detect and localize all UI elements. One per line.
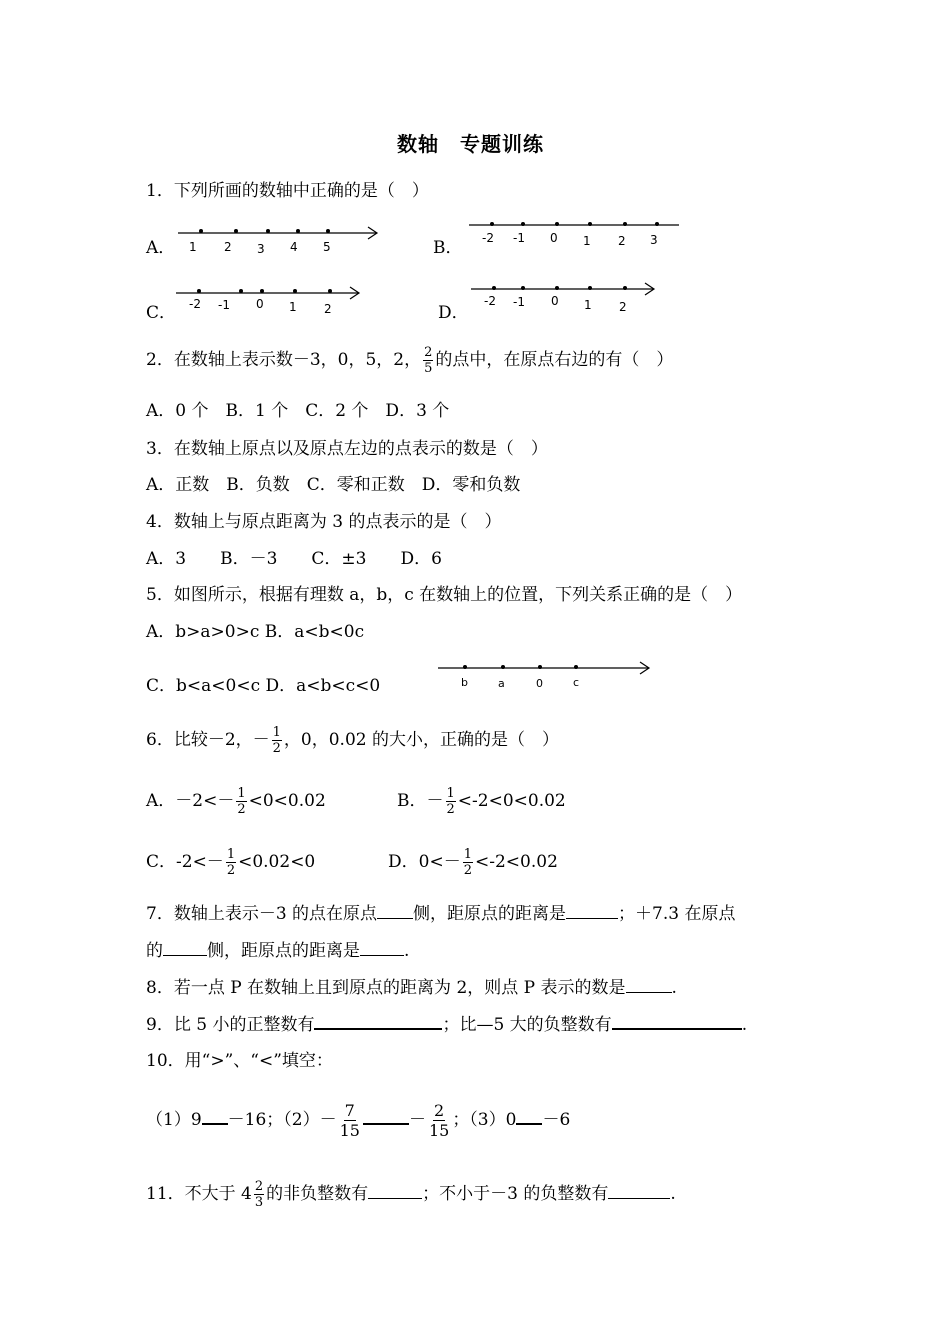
q11-text: 的非负整数有 [266, 1184, 369, 1204]
q10-blank-3[interactable] [516, 1108, 542, 1125]
q10-text: （1）9 [146, 1110, 202, 1130]
q1-option-d-number-line [465, 278, 665, 318]
axis-point [199, 229, 203, 233]
q6-stem-post: ，0，0.02 的大小，正确的是（ ） [283, 730, 559, 750]
option-text: D．0<－ [388, 852, 461, 872]
fraction-denominator: 5 [424, 361, 433, 376]
q1-option-b-number-line [465, 214, 685, 254]
q10-fraction-1 [339, 1101, 361, 1140]
q1-option-c-letter: C． [146, 303, 177, 323]
axis-point [538, 665, 542, 669]
q2-stem-post: 的点中，在原点右边的有（ ） [435, 350, 674, 370]
fraction-denominator: 2 [463, 863, 472, 878]
q6-option-a [146, 781, 326, 821]
axis-label: 2 [324, 302, 332, 316]
q6-option-d [388, 842, 558, 882]
q8 [146, 977, 677, 999]
q6-option-c [146, 842, 315, 882]
q1-option-a-number-line [170, 220, 390, 260]
fraction-denominator: 2 [237, 802, 246, 817]
q7-text: 侧，距原点的距离是 [207, 941, 360, 961]
fraction-half [463, 847, 473, 878]
q2-options: A．0 个 B．1 个 C．2 个 D．3 个 [146, 401, 450, 421]
axis-point [588, 222, 592, 226]
fraction-numerator: 2 [424, 345, 433, 360]
q4-stem: 4．数轴上与原点距离为 3 的点表示的是（ ） [146, 512, 502, 532]
axis-point [521, 222, 525, 226]
fraction-denominator: 2 [272, 741, 281, 756]
q5-options-ab: A．b>a>0>c B．a<b<0c [146, 622, 365, 642]
option-text: A．－2<－ [146, 791, 235, 811]
axis-point [266, 229, 270, 233]
axis-label: -1 [513, 231, 525, 245]
fraction-half [446, 786, 456, 817]
q2-stem-pre: 2．在数轴上表示数－3，0，5，2， [146, 350, 422, 370]
q8-blank[interactable] [626, 977, 672, 993]
axis-point [623, 286, 627, 290]
q3-options: A．正数 B．负数 C．零和正数 D．零和负数 [146, 475, 521, 495]
q7-blank-1[interactable] [377, 903, 413, 919]
axis-label: 1 [189, 240, 197, 254]
axis-point [555, 286, 559, 290]
q11-fraction [254, 1179, 264, 1210]
q9 [146, 1013, 747, 1036]
q9-text: . [741, 1015, 748, 1035]
option-text: <-2<0<0.02 [457, 791, 566, 811]
q10-text: ；（3）0 [452, 1110, 517, 1130]
fraction-denominator: 15 [339, 1121, 360, 1140]
q7-text: 侧，距原点的距离是 [413, 904, 567, 924]
axis-label: 0 [551, 294, 559, 308]
q7-text: ；＋7.3 在原点 [618, 904, 736, 924]
q1-option-c-number-line [170, 280, 370, 320]
axis-point [521, 286, 525, 290]
q7-text: . [404, 941, 410, 961]
q10-text: － [408, 1110, 426, 1130]
q6-stem [146, 720, 559, 760]
fraction-half [226, 847, 236, 878]
fraction-denominator: 2 [446, 802, 455, 817]
q6-fraction [272, 725, 282, 756]
q7-line-1 [146, 903, 736, 925]
q10-text: －16；（2）－ [227, 1110, 337, 1130]
axis-label: c [573, 676, 580, 689]
q5-stem: 5．如图所示，根据有理数 a，b，c 在数轴上的位置，下列关系正确的是（ ） [146, 585, 743, 605]
axis-point [239, 289, 243, 293]
q8-text: 8．若一点 P 在数轴上且到原点的距离为 2，则点 P 表示的数是 [146, 978, 626, 998]
q11-blank-1[interactable] [368, 1183, 422, 1199]
axis-point [490, 222, 494, 226]
axis-point [588, 286, 592, 290]
fraction-numerator: 1 [272, 725, 281, 740]
q8-text: . [671, 978, 677, 998]
q11-text: 11．不大于 4 [146, 1184, 252, 1204]
axis-point [501, 665, 505, 669]
axis-label: 1 [583, 234, 591, 248]
axis-label: 1 [584, 298, 592, 312]
q7-blank-2[interactable] [566, 903, 618, 919]
fraction-denominator: 3 [254, 1195, 264, 1210]
q7-line-2 [146, 940, 409, 962]
fraction-numerator: 1 [226, 847, 236, 862]
axis-label: -2 [484, 294, 496, 308]
q2-fraction [423, 345, 433, 376]
q3-stem: 3．在数轴上原点以及原点左边的点表示的数是（ ） [146, 439, 548, 459]
q1-stem: 1．下列所画的数轴中正确的是（ ） [146, 181, 429, 201]
axis-point [623, 222, 627, 226]
axis-point [328, 289, 332, 293]
axis-label: 1 [289, 300, 297, 314]
axis-point [296, 229, 300, 233]
axis-point [555, 222, 559, 226]
fraction-numerator: 2 [254, 1179, 264, 1194]
q7-text: 7．数轴上表示－3 的点在原点 [146, 904, 378, 924]
axis-label: -2 [482, 231, 494, 245]
axis-label: 3 [257, 242, 265, 256]
axis-label: 3 [650, 233, 658, 247]
axis-point [492, 286, 496, 290]
fraction-numerator: 1 [446, 786, 455, 801]
q7-text: 的 [146, 941, 163, 961]
q9-blank-1[interactable] [314, 1013, 442, 1030]
axis-label: 0 [550, 231, 558, 245]
axis-label: b [461, 676, 468, 689]
q2-stem [146, 340, 673, 380]
axis-point [234, 229, 238, 233]
q11-text: ；不小于－3 的负整数有 [422, 1184, 609, 1204]
axis-point [655, 222, 659, 226]
axis-point [260, 289, 264, 293]
axis-label: -1 [513, 295, 525, 309]
fraction-numerator: 1 [463, 847, 472, 862]
axis-point [463, 665, 467, 669]
q5-number-line [432, 655, 662, 695]
axis-point [293, 289, 297, 293]
q10-subquestions [146, 1095, 570, 1145]
fraction-numerator: 1 [237, 786, 246, 801]
option-text: <0.02<0 [238, 852, 316, 872]
q1-option-a-letter: A． [146, 238, 176, 258]
axis-label: a [498, 677, 505, 690]
q7-blank-4[interactable] [360, 940, 404, 956]
axis-label: 2 [224, 240, 232, 254]
q10-stem: 10．用“>”、“<”填空： [146, 1051, 333, 1071]
axis-label: 0 [536, 677, 543, 690]
axis-label: 2 [619, 300, 627, 314]
q9-text: ；比—5 大的负整数有 [442, 1015, 612, 1035]
q10-blank-1[interactable] [202, 1108, 228, 1125]
fraction-denominator: 15 [428, 1121, 450, 1140]
q6-option-b [397, 781, 566, 821]
q9-blank-2[interactable] [612, 1013, 742, 1030]
q5-options-cd: C．b<a<0<c D．a<b<c<0 [146, 676, 381, 696]
option-text: C．-2<－ [146, 852, 224, 872]
q1-option-d-letter: D． [438, 303, 469, 323]
axis-point [326, 229, 330, 233]
q4-options: A．3 B．－3 C．±3 D．6 [146, 549, 442, 569]
axis-label: -2 [189, 297, 201, 311]
q7-blank-3[interactable] [163, 940, 207, 956]
q10-blank-2[interactable] [363, 1108, 409, 1125]
axis-point [197, 289, 201, 293]
option-text: <-2<0.02 [474, 852, 558, 872]
q1-option-b-letter: B． [433, 238, 463, 258]
q11 [146, 1174, 676, 1214]
q10-fraction-2 [428, 1101, 450, 1140]
option-text: B．－ [397, 791, 444, 811]
axis-label: 2 [618, 234, 626, 248]
fraction-denominator: 2 [226, 863, 236, 878]
option-text: <0<0.02 [248, 791, 326, 811]
fraction-numerator: 2 [434, 1101, 445, 1120]
q11-blank-2[interactable] [608, 1183, 670, 1199]
fraction-half [236, 786, 246, 817]
axis-label: -1 [218, 298, 230, 312]
q10-text: －6 [542, 1110, 571, 1130]
axis-label: 0 [256, 297, 264, 311]
q9-text: 9．比 5 小的正整数有 [146, 1015, 315, 1035]
q6-stem-pre: 6．比较－2，－ [146, 730, 270, 750]
page-title: 数轴 专题训练 [397, 132, 544, 156]
axis-label: 5 [323, 240, 331, 254]
axis-label: 4 [290, 240, 298, 254]
axis-point [574, 665, 578, 669]
fraction-numerator: 7 [344, 1101, 355, 1120]
q11-text: . [670, 1184, 676, 1204]
